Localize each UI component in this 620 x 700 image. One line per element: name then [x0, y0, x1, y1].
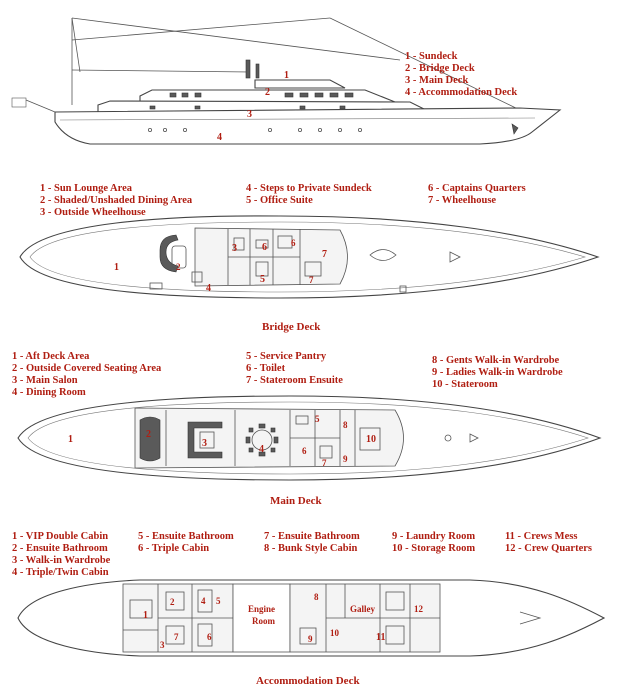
main-legend-col-2 [246, 351, 343, 387]
main-legend-col-3 [432, 355, 563, 391]
bridge-marker-7b: 7 [309, 275, 314, 285]
legend-item: 1 - Sun Lounge Area [40, 183, 132, 194]
main-marker-6: 6 [302, 446, 307, 456]
main-deck-plan [18, 396, 600, 480]
main-legend-col-1 [12, 351, 161, 399]
hull-profile [55, 108, 560, 144]
accom-legend-col-5 [505, 531, 592, 555]
profile-legend [405, 51, 517, 99]
legend-item: 10 - Stateroom [432, 379, 498, 390]
legend-item: 11 - Crews Mess [505, 531, 578, 542]
legend-item: 12 - Crew Quarters [505, 543, 592, 554]
main-marker-3: 3 [202, 438, 207, 449]
flag-staff [26, 100, 55, 112]
engine-room-label-2: Room [252, 616, 275, 626]
accom-marker-10: 10 [330, 628, 339, 638]
bridge-deck-title: Bridge Deck [262, 321, 321, 333]
accom-marker-6: 6 [207, 632, 212, 642]
accom-marker-12: 12 [414, 604, 423, 614]
legend-item: 3 - Main Salon [12, 375, 78, 386]
ensign-flag [12, 98, 26, 107]
main-marker-2: 2 [146, 429, 151, 440]
accom-legend-col-1 [12, 531, 110, 579]
accom-marker-7: 7 [174, 632, 179, 642]
exhaust-stack-2 [256, 64, 259, 78]
accom-marker-9: 9 [308, 634, 313, 644]
legend-item: 7 - Wheelhouse [428, 195, 497, 206]
accom-marker-3: 3 [160, 640, 165, 650]
accom-marker-8: 8 [314, 592, 319, 602]
engine-room-label-1: Engine [248, 604, 276, 614]
accom-legend-col-4 [392, 531, 475, 555]
accom-marker-4: 4 [201, 596, 206, 606]
main-marker-8: 8 [343, 420, 348, 430]
profile-marker-3: 3 [247, 109, 252, 120]
rigging-line-upper [72, 18, 330, 40]
legend-item: 4 - Triple/Twin Cabin [12, 567, 109, 578]
legend-item: 6 - Toilet [246, 363, 286, 374]
legend-item: 8 - Bunk Style Cabin [264, 543, 358, 554]
accom-legend-col-2 [138, 531, 234, 555]
bridge-marker-5: 5 [260, 274, 265, 285]
bridge-legend-col-1 [40, 183, 192, 219]
main-marker-9: 9 [343, 454, 348, 464]
galley-label: Galley [350, 604, 375, 614]
legend-item: 5 - Ensuite Bathroom [138, 531, 234, 542]
legend-item: 3 - Outside Wheelhouse [40, 207, 146, 218]
legend-item: 3 - Main Deck [405, 75, 469, 86]
profile-marker-2: 2 [265, 87, 270, 98]
legend-item: 2 - Ensuite Bathroom [12, 543, 108, 554]
boom [72, 70, 250, 72]
rigging-line-top [72, 18, 400, 60]
rigging-aft [72, 18, 80, 72]
main-marker-10: 10 [366, 434, 376, 445]
legend-item: 5 - Office Suite [246, 195, 313, 206]
profile-marker-1: 1 [284, 70, 289, 81]
accommodation-deck-title: Accommodation Deck [256, 675, 360, 687]
legend-item: 1 - Aft Deck Area [12, 351, 90, 362]
legend-item: 7 - Stateroom Ensuite [246, 375, 343, 386]
accom-marker-11: 11 [376, 632, 386, 643]
main-marker-1: 1 [68, 434, 73, 445]
bridge-marker-2: 2 [176, 262, 181, 272]
bridge-marker-3: 3 [232, 243, 237, 254]
main-superstructure [135, 408, 404, 468]
bridge-marker-7: 7 [322, 249, 327, 260]
legend-item: 1 - VIP Double Cabin [12, 531, 109, 542]
legend-item: 2 - Shaded/Unshaded Dining Area [40, 195, 193, 206]
bridge-legend-col-3 [428, 183, 526, 207]
accom-marker-1: 1 [143, 610, 148, 621]
legend-item: 9 - Laundry Room [392, 531, 476, 542]
legend-item: 1 - Sundeck [405, 51, 458, 62]
bridge-marker-4: 4 [206, 283, 211, 294]
legend-item: 6 - Triple Cabin [138, 543, 210, 554]
accom-marker-5: 5 [216, 596, 221, 606]
exhaust-stack-1 [246, 60, 250, 78]
bridge-deck-plan [20, 216, 598, 298]
legend-item: 4 - Dining Room [12, 387, 86, 398]
legend-item: 6 - Captains Quarters [428, 183, 526, 194]
legend-item: 2 - Bridge Deck [405, 63, 475, 74]
profile-marker-4: 4 [217, 132, 222, 143]
main-marker-7: 7 [322, 458, 327, 468]
legend-item: 8 - Gents Walk-in Wardrobe [432, 355, 560, 366]
bridge-marker-1: 1 [114, 262, 119, 273]
bridge-marker-6b: 6 [291, 238, 296, 248]
legend-item: 4 - Steps to Private Sundeck [246, 183, 372, 194]
legend-item: 4 - Accommodation Deck [405, 87, 518, 98]
accommodation-deck-plan [18, 580, 604, 656]
bridge-marker-6: 6 [262, 242, 267, 253]
main-deck-title: Main Deck [270, 495, 322, 507]
main-marker-5: 5 [315, 414, 320, 424]
legend-item: 2 - Outside Covered Seating Area [12, 363, 162, 374]
accom-marker-2: 2 [170, 597, 175, 607]
legend-item: 7 - Ensuite Bathroom [264, 531, 360, 542]
legend-item: 9 - Ladies Walk-in Wardrobe [432, 367, 563, 378]
legend-item: 10 - Storage Room [392, 543, 476, 554]
main-marker-4: 4 [259, 444, 264, 455]
bridge-legend-col-2 [246, 183, 372, 207]
legend-item: 3 - Walk-in Wardrobe [12, 555, 111, 566]
accom-legend-col-3 [264, 531, 360, 555]
legend-item: 5 - Service Pantry [246, 351, 327, 362]
